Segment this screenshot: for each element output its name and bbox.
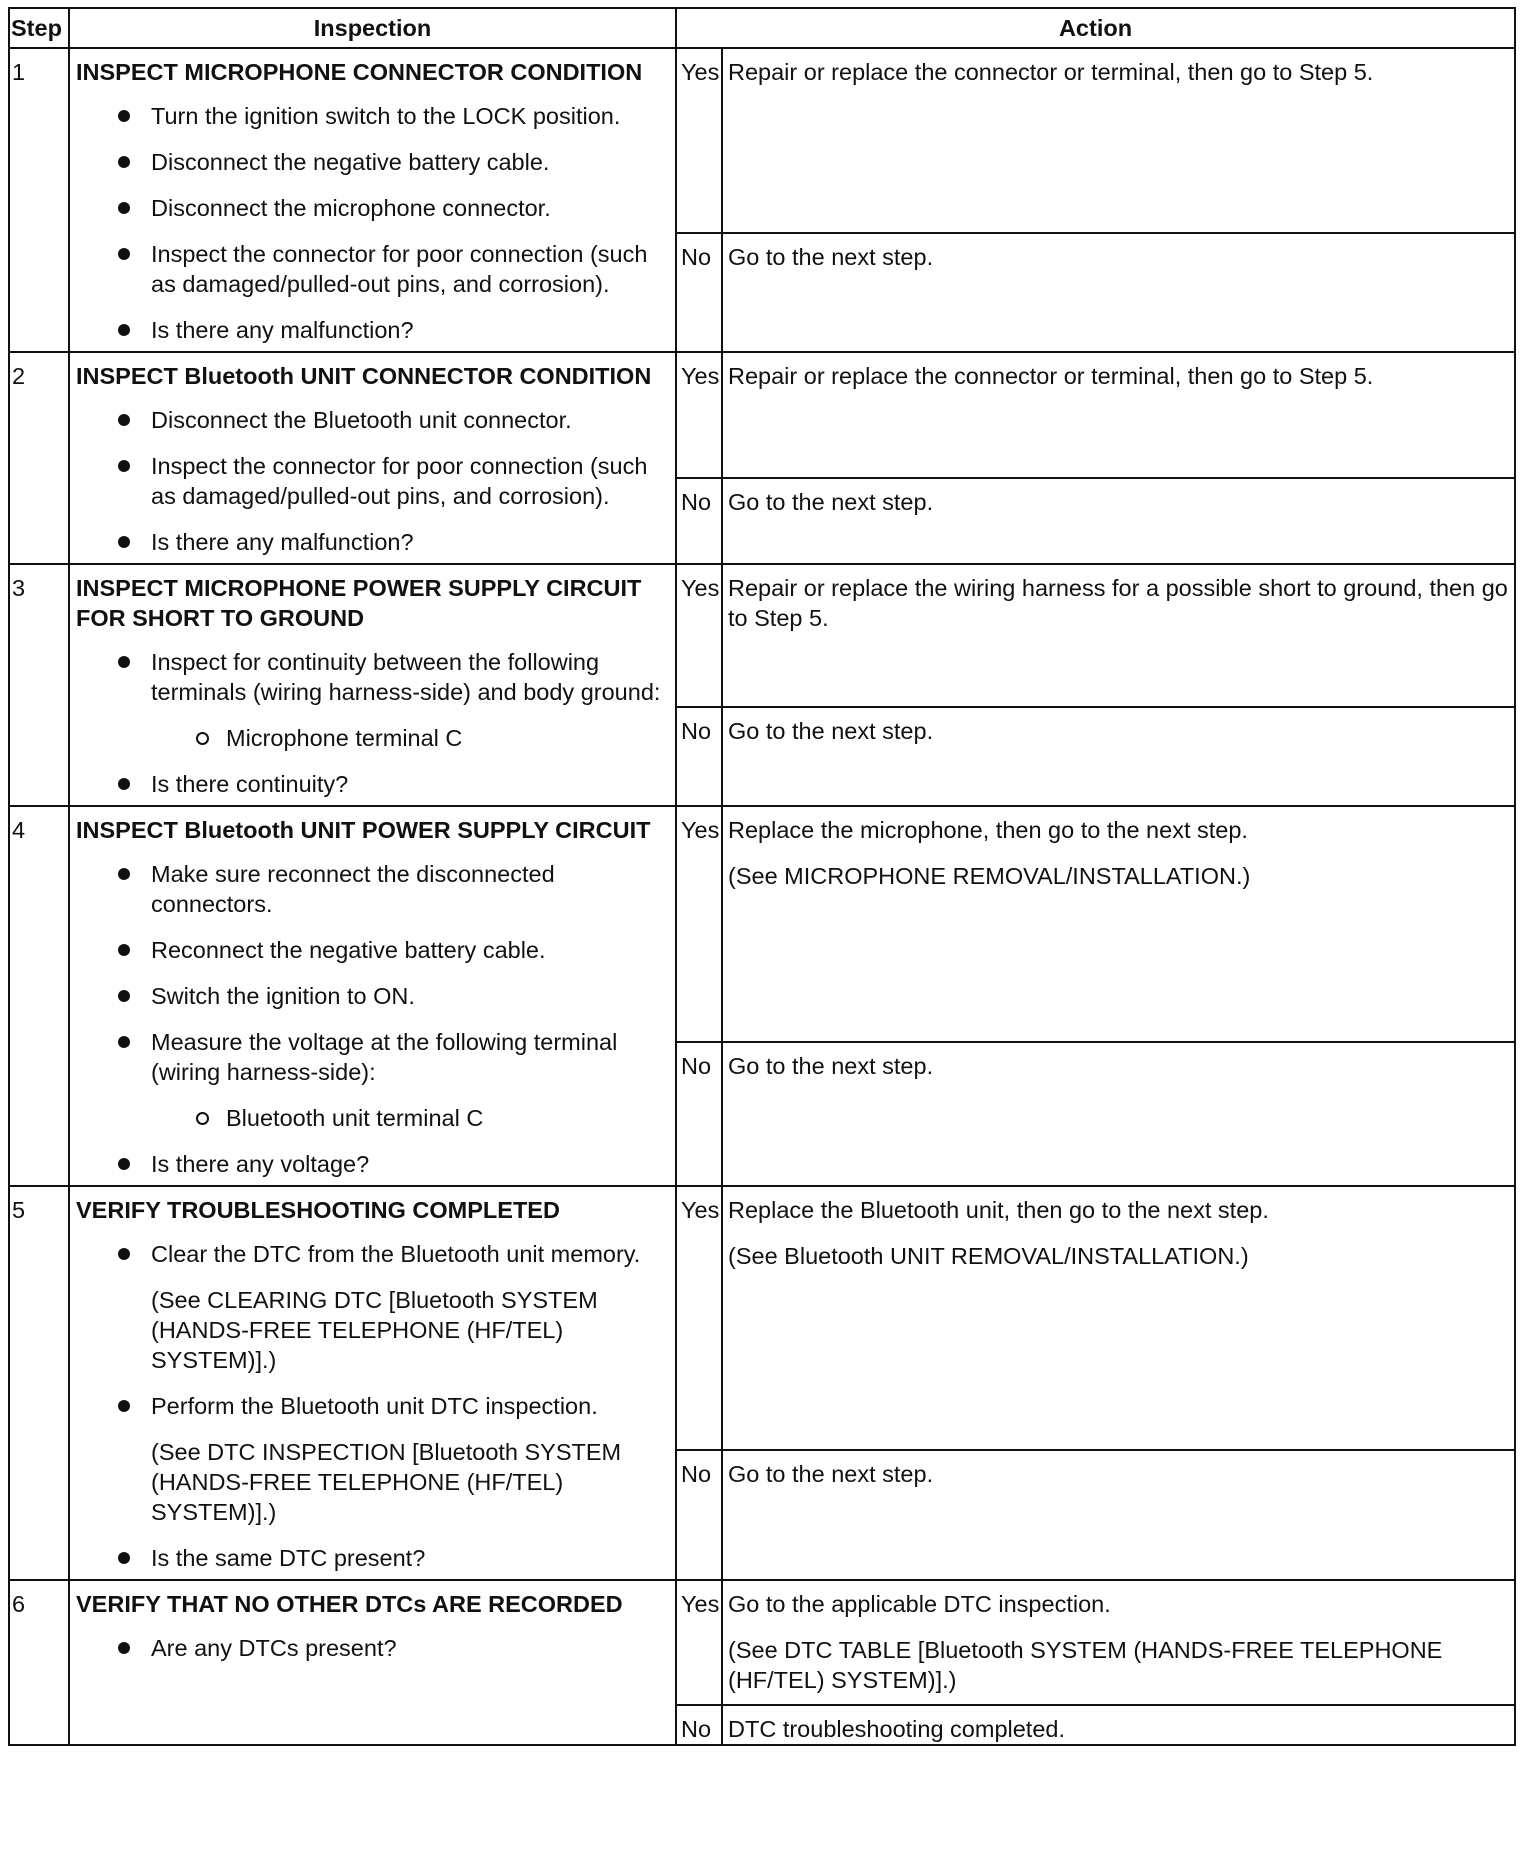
step-6-inspection	[69, 1580, 676, 1745]
step-5-note-1: (See CLEARING DTC [Bluetooth SYSTEM (HANDS-FREE TELEPHONE (HF/TEL) SYSTEM)].)	[151, 1287, 598, 1373]
step-6-no-action: DTC troubleshooting completed.	[722, 1705, 1515, 1745]
step-5-item-2: Perform the Bluetooth unit DTC inspection.	[76, 1391, 665, 1421]
step-1-no-action: Go to the next step.	[722, 233, 1515, 352]
header-row	[9, 8, 1515, 48]
step-6-yes-label: Yes	[676, 1580, 722, 1705]
step-1-inspection	[69, 48, 676, 352]
step-6-no-label: No	[676, 1705, 722, 1745]
step-4-yes-reference: (See MICROPHONE REMOVAL/INSTALLATION.)	[728, 863, 1251, 889]
step-5-note-2: (See DTC INSPECTION [Bluetooth SYSTEM (HANDS-FREE TELEPHONE (HF/TEL) SYSTEM)].)	[151, 1439, 622, 1525]
step-4-yes-row	[9, 806, 1515, 1042]
step-2-yes-action	[722, 352, 1515, 478]
step-4-number: 4	[9, 806, 69, 1186]
step-2-item-1: Disconnect the Bluetooth unit connector.	[76, 405, 665, 435]
step-5-item-3: Is the same DTC present?	[76, 1543, 665, 1573]
step-5-no-label: No	[676, 1450, 722, 1580]
step-4-yes-action	[722, 806, 1515, 1042]
step-4-item-2: Reconnect the negative battery cable.	[76, 935, 665, 965]
step-3-yes-action-text: Repair or replace the wiring harness for a possible short to ground, then go to Step 5.	[728, 575, 1508, 631]
step-2-number: 2	[9, 352, 69, 564]
step-1-yes-label: Yes	[676, 48, 722, 233]
step-3-yes-row	[9, 564, 1515, 707]
step-1-item-5: Is there any malfunction?	[76, 315, 665, 345]
step-3-no-action: Go to the next step.	[722, 707, 1515, 806]
step-1-yes-action-text: Repair or replace the connector or terminal, then go to Step 5.	[728, 59, 1374, 85]
step-6-yes-action	[722, 1580, 1515, 1705]
step-2-title: INSPECT Bluetooth UNIT CONNECTOR CONDITION	[76, 363, 652, 389]
step-3-no-label: No	[676, 707, 722, 806]
step-4-inspection	[69, 806, 676, 1186]
step-2-yes-action-text: Repair or replace the connector or terminal, then go to Step 5.	[728, 363, 1374, 389]
step-2-item-3: Is there any malfunction?	[76, 527, 665, 557]
step-4-subitem-1: Bluetooth unit terminal C	[76, 1103, 665, 1133]
step-6-yes-action-text: Go to the applicable DTC inspection.	[728, 1591, 1111, 1617]
step-4-yes-action-text: Replace the microphone, then go to the next step.	[728, 817, 1248, 843]
step-6-yes-row	[9, 1580, 1515, 1705]
step-1-item-2: Disconnect the negative battery cable.	[76, 147, 665, 177]
step-4-no-label: No	[676, 1042, 722, 1186]
step-1-item-3: Disconnect the microphone connector.	[76, 193, 665, 223]
step-column-header: Step	[9, 8, 69, 48]
step-6-title: VERIFY THAT NO OTHER DTCs ARE RECORDED	[76, 1591, 623, 1617]
step-2-yes-label: Yes	[676, 352, 722, 478]
step-4-yes-label: Yes	[676, 806, 722, 1042]
step-2-no-label: No	[676, 478, 722, 564]
step-5-yes-action-text: Replace the Bluetooth unit, then go to the next step.	[728, 1197, 1269, 1223]
step-1-yes-action	[722, 48, 1515, 233]
step-6-yes-reference: (See DTC TABLE [Bluetooth SYSTEM (HANDS-FREE TELEPHONE (HF/TEL) SYSTEM)].)	[728, 1637, 1443, 1693]
step-1-no-label: No	[676, 233, 722, 352]
step-3-inspection	[69, 564, 676, 806]
inspection-column-header: Inspection	[69, 8, 676, 48]
step-1-item-4: Inspect the connector for poor connection (such as damaged/pulled-out pins, and corrosion).	[76, 239, 665, 299]
step-1-item-1: Turn the ignition switch to the LOCK position.	[76, 101, 665, 131]
step-5-item-1: Clear the DTC from the Bluetooth unit memory.	[76, 1239, 665, 1269]
step-3-item-1: Inspect for continuity between the following terminals (wiring harness-side) and body ground:	[76, 647, 665, 707]
step-4-item-1: Make sure reconnect the disconnected connectors.	[76, 859, 665, 919]
step-4-item-4: Measure the voltage at the following terminal (wiring harness-side):	[76, 1027, 665, 1087]
step-3-title: INSPECT MICROPHONE POWER SUPPLY CIRCUIT FOR SHORT TO GROUND	[76, 575, 642, 631]
step-3-number: 3	[9, 564, 69, 806]
step-5-number: 5	[9, 1186, 69, 1580]
step-4-item-3: Switch the ignition to ON.	[76, 981, 665, 1011]
step-3-subitem-1: Microphone terminal C	[76, 723, 665, 753]
step-5-yes-action	[722, 1186, 1515, 1450]
step-1-number: 1	[9, 48, 69, 352]
step-2-no-action: Go to the next step.	[722, 478, 1515, 564]
step-5-inspection	[69, 1186, 676, 1580]
step-2-yes-row	[9, 352, 1515, 478]
step-5-yes-row	[9, 1186, 1515, 1450]
step-1-title: INSPECT MICROPHONE CONNECTOR CONDITION	[76, 59, 643, 85]
step-5-yes-reference: (See Bluetooth UNIT REMOVAL/INSTALLATION.)	[728, 1243, 1249, 1269]
step-5-title: VERIFY TROUBLESHOOTING COMPLETED	[76, 1197, 560, 1223]
step-5-yes-label: Yes	[676, 1186, 722, 1450]
step-4-title: INSPECT Bluetooth UNIT POWER SUPPLY CIRCUIT	[76, 817, 651, 843]
step-2-inspection	[69, 352, 676, 564]
step-3-item-2: Is there continuity?	[76, 769, 665, 799]
step-2-item-2: Inspect the connector for poor connection (such as damaged/pulled-out pins, and corrosion).	[76, 451, 665, 511]
step-4-no-action: Go to the next step.	[722, 1042, 1515, 1186]
troubleshooting-table	[8, 7, 1516, 1746]
step-3-yes-label: Yes	[676, 564, 722, 707]
step-6-number: 6	[9, 1580, 69, 1745]
step-1-yes-row	[9, 48, 1515, 233]
step-6-item-1: Are any DTCs present?	[76, 1633, 665, 1663]
step-3-yes-action	[722, 564, 1515, 707]
step-4-item-5: Is there any voltage?	[76, 1149, 665, 1179]
action-column-header: Action	[676, 8, 1515, 48]
step-5-no-action: Go to the next step.	[722, 1450, 1515, 1580]
